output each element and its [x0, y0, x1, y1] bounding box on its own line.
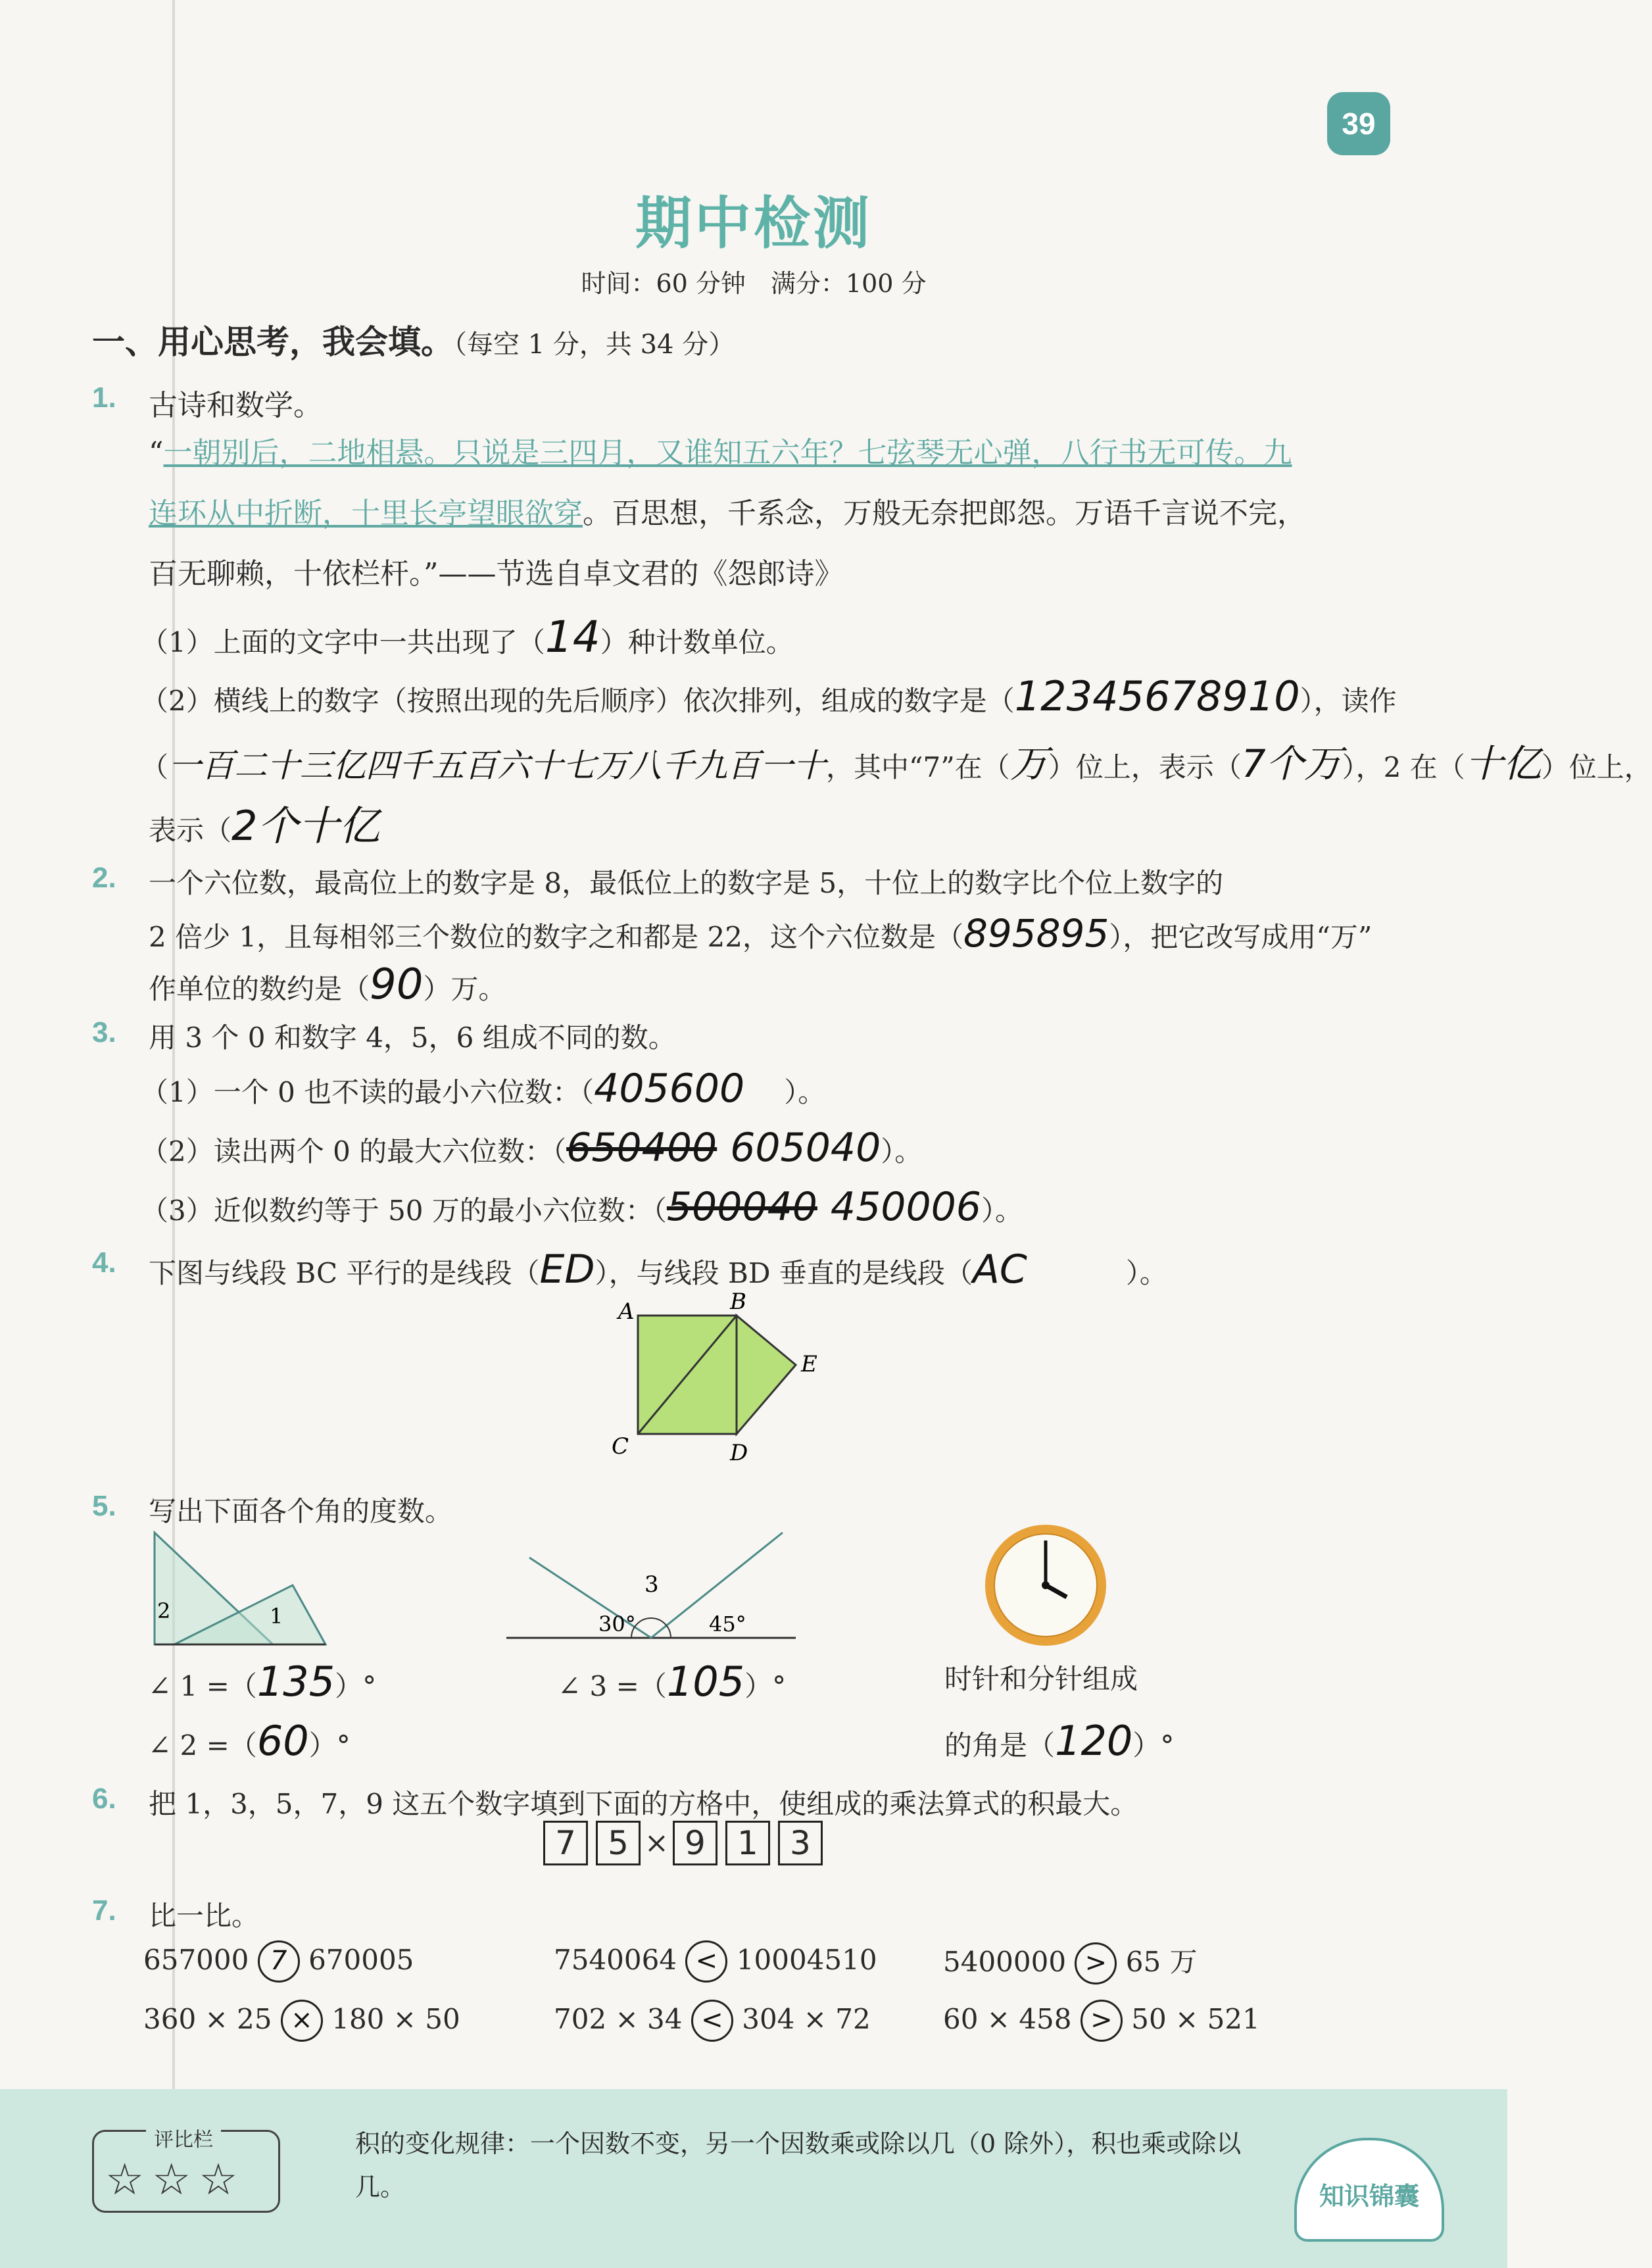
q6-times: × — [644, 1826, 669, 1860]
q1-poem-line2 — [149, 489, 1306, 531]
q5-angle1 — [148, 1658, 376, 1706]
q6-box-left-2: 5 — [596, 1821, 641, 1865]
knowledge-tip-badge: 知识锦囊 — [1294, 2138, 1444, 2242]
q7-right: 670005 — [308, 1944, 414, 1976]
q6-box-left-1: 7 — [543, 1821, 588, 1865]
q4-label-e: E — [801, 1351, 817, 1377]
q4-answer1: ED — [539, 1246, 595, 1293]
q5-clock-answer: 120 — [1055, 1717, 1133, 1765]
exam-subtitle: 时间：60 分钟 满分：100 分 — [581, 269, 927, 298]
q1-part2-line1 — [141, 672, 1397, 720]
q1-poem-line1 — [149, 429, 1292, 471]
q2-line2-b: ），把它改写成用“万” — [1109, 921, 1373, 953]
angle-label-1: 1 — [270, 1604, 283, 1629]
q7-right: 304 × 72 — [742, 2003, 871, 2035]
q1-part1 — [141, 612, 794, 662]
page-title: 期中检测 — [635, 191, 872, 257]
q3-p2: （2）读出两个 0 的最大六位数：（ — [141, 1135, 567, 1168]
q4-label-c: C — [612, 1433, 629, 1460]
q1-p2-answer-mean2: 2个十亿 — [231, 802, 380, 850]
q1-poem-rest-b: 。百思想，千系念，万般无奈把郎怨。万语千言说不完， — [583, 497, 1306, 530]
q7-left: 702 × 34 — [554, 2003, 683, 2035]
q6-boxes — [539, 1821, 827, 1865]
q5-a2-a: ∠ 2 =（ — [148, 1729, 257, 1762]
q2-number: 2. — [92, 862, 116, 894]
clock-icon — [980, 1519, 1111, 1651]
q6-box-right-2: 1 — [725, 1821, 770, 1865]
q2-line3-a: 作单位的数约是（ — [149, 973, 370, 1005]
q3-p1: （1）一个 0 也不读的最小六位数：（ — [141, 1076, 595, 1108]
rating-stars-icon[interactable]: ☆☆☆ — [105, 2154, 246, 2205]
q1-p2-answer-read: 一百二十三亿四千五百六十七万八千九百一十 — [168, 747, 827, 785]
q4-triangle — [737, 1316, 796, 1434]
q5-number: 5. — [92, 1490, 116, 1522]
q1-poem-underlined-b: 连环从中折断，十里长亭望眼欲穿 — [149, 497, 583, 530]
q1-p2-c: ，其中“7”在（ — [826, 751, 1010, 783]
q3-part1 — [141, 1066, 825, 1112]
q7-sign: > — [1081, 2000, 1123, 2042]
q7-sign: × — [281, 2000, 323, 2042]
q7-item-r2c3 — [943, 2000, 1260, 2042]
q7-title: 比一比。 — [149, 1900, 260, 1932]
q1-p2-answer-mean: 7个万 — [1241, 741, 1342, 786]
q7-item-r2c2 — [554, 2000, 871, 2042]
q2-line2 — [149, 911, 1372, 956]
q1-p2-g: 表示（ — [149, 814, 232, 847]
q5-clock-text1: 时针和分针组成 — [944, 1663, 1138, 1695]
q1-quote-open: “ — [149, 436, 164, 470]
q2-line2-a: 2 倍少 1，且每相邻三个数位的数字之和都是 22，这个六位数是（ — [149, 921, 963, 953]
q3-p3-end: ）。 — [981, 1195, 1023, 1227]
angle-label-2: 2 — [157, 1598, 171, 1623]
q7-left: 360 × 25 — [143, 2003, 272, 2035]
q2-line3 — [149, 960, 506, 1009]
q1-p2-f: ）位上， — [1541, 751, 1652, 783]
q1-p2-a: （2）横线上的数字（按照出现的先后顺序）依次排列，组成的数字是（ — [141, 685, 1015, 717]
q7-right: 10004510 — [736, 1944, 877, 1976]
q4-label-b: B — [730, 1289, 746, 1315]
q1-part2-line3 — [149, 793, 379, 852]
q1-part2-line2: （一百二十三亿四千五百六十七万八千九百一十，其中“7”在（万）位上，表示（7个万），2 在（十亿）位上， — [141, 741, 1652, 786]
q7-left: 7540064 — [554, 1944, 677, 1976]
q3-p1-end: ）。 — [784, 1076, 826, 1108]
q1-p2-d: ）位上，表示（ — [1048, 751, 1242, 783]
q3-title: 用 3 个 0 和数字 4，5，6 组成不同的数。 — [149, 1022, 676, 1054]
section-heading — [92, 316, 735, 363]
clock-center — [1042, 1581, 1050, 1589]
q3-p2-answer: 605040 — [730, 1125, 881, 1171]
q6-text: 把 1，3，5，7，9 这五个数字填到下面的方格中，使组成的乘法算式的积最大。 — [149, 1788, 1138, 1820]
q7-left: 60 × 458 — [943, 2003, 1072, 2035]
q7-item-r1c2 — [554, 1940, 877, 1983]
q2-answer2: 90 — [370, 960, 424, 1009]
q7-right: 180 × 50 — [331, 2003, 460, 2035]
q1-poem-underlined-a: 一朝别后，二地相悬。只说是三四月，又谁知五六年？七弦琴无心弹，八行书无可传。九 — [163, 436, 1292, 470]
q1-p1-b: ）种计数单位。 — [600, 626, 794, 658]
q1-p2-e: ），2 在（ — [1342, 751, 1465, 783]
q3-p1-answer: 405600 — [594, 1066, 745, 1112]
q1-p1-a: （1）上面的文字中一共出现了（ — [141, 626, 545, 658]
q2-line3-b: ）万。 — [423, 973, 506, 1005]
q4-answer2: AC — [972, 1246, 1027, 1293]
q5-title: 写出下面各个角的度数。 — [149, 1495, 453, 1527]
q7-right: 65 万 — [1125, 1946, 1198, 1978]
q7-sign: 7 — [258, 1940, 300, 1983]
q7-item-r2c1 — [143, 2000, 460, 2042]
q4-text-b: ），与线段 BD 垂直的是线段（ — [595, 1257, 973, 1289]
tip-text: 积的变化规律：一个因数不变，另一个因数乘或除以几（0 除外），积也乘或除以几。 — [355, 2129, 1242, 2202]
q5-a2-b: ）° — [308, 1729, 351, 1762]
q7-item-r1c1 — [143, 1940, 414, 1983]
q4-number: 4. — [92, 1246, 116, 1279]
q4-text — [149, 1246, 1167, 1293]
q3-number: 3. — [92, 1016, 116, 1048]
q4-label-d: D — [730, 1440, 748, 1466]
q5-clock-text2 — [944, 1717, 1174, 1765]
q1-p2-answer-place: 万 — [1009, 741, 1048, 786]
q5-a3-b: ）° — [744, 1670, 787, 1702]
section-heading-text: 一、用心思考，我会填。 — [92, 323, 454, 361]
q5-a1-answer: 135 — [256, 1658, 335, 1706]
q2-line1: 一个六位数，最高位上的数字是 8，最低位上的数字是 5，十位上的数字比个位上数字的 — [149, 867, 1224, 899]
q1-title: 古诗和数学。 — [149, 389, 322, 422]
q1-p2-b: ），读作 — [1300, 685, 1397, 717]
q5-a1-a: ∠ 1 =（ — [148, 1670, 257, 1702]
q4-label-a: A — [618, 1298, 635, 1325]
angle-label-30: 30° — [598, 1612, 636, 1637]
q3-p2-end: ）。 — [881, 1135, 923, 1168]
angle-label-45: 45° — [709, 1612, 746, 1637]
q4-figure — [592, 1289, 842, 1473]
q7-sign: < — [685, 1940, 727, 1983]
q7-sign: < — [691, 2000, 733, 2042]
q1-poem-line3: 百无聊赖，十依栏杆。”——节选自卓文君的《怨郎诗》 — [149, 557, 844, 591]
q6-box-right-1: 9 — [673, 1821, 717, 1865]
q7-sign: > — [1075, 1942, 1117, 1985]
q2-answer1: 895895 — [963, 911, 1109, 956]
q3-part3 — [141, 1184, 1023, 1230]
q6-number: 6. — [92, 1783, 116, 1815]
angle-label-3: 3 — [644, 1571, 659, 1598]
q5-a1-b: ）° — [335, 1670, 377, 1702]
q7-number: 7. — [92, 1894, 116, 1927]
q3-p3-answer-crossed: 500040 — [666, 1184, 817, 1230]
q1-p2-answer-number: 12345678910 — [1014, 672, 1300, 720]
q5-angle2 — [148, 1717, 351, 1765]
q1-number: 1. — [92, 382, 116, 414]
q6-box-right-3: 3 — [778, 1821, 823, 1865]
q5-set-squares — [148, 1526, 345, 1658]
q5-clock-text2-b: ）° — [1132, 1729, 1175, 1762]
q4-text-c: ）。 — [1125, 1257, 1167, 1289]
q3-p3: （3）近似数约等于 50 万的最小六位数：（ — [141, 1195, 667, 1227]
q4-text-a: 下图与线段 BC 平行的是线段（ — [149, 1257, 540, 1289]
q7-item-r1c3 — [943, 1940, 1198, 1985]
q5-a3-answer: 105 — [666, 1658, 745, 1706]
q3-p3-answer: 450006 — [830, 1184, 981, 1230]
q5-a3-a: ∠ 3 =（ — [558, 1670, 667, 1702]
page-number: 39 — [1327, 92, 1390, 155]
q1-p1-answer: 14 — [545, 612, 600, 662]
q7-left: 657000 — [143, 1944, 249, 1976]
q7-left: 5400000 — [943, 1946, 1067, 1978]
q1-p2-answer-place2: 十亿 — [1465, 741, 1542, 786]
section-note: （每空 1 分，共 34 分） — [454, 330, 735, 360]
q3-part2 — [141, 1125, 922, 1171]
q5-a2-answer: 60 — [256, 1717, 309, 1765]
q5-clock-text2-a: 的角是（ — [944, 1729, 1056, 1762]
q7-right: 50 × 521 — [1131, 2003, 1260, 2035]
rating-label: 评比栏 — [146, 2123, 221, 2152]
q3-p2-answer-crossed: 650400 — [566, 1125, 717, 1171]
q5-angle-diagram — [500, 1526, 802, 1658]
q5-angle3 — [558, 1658, 786, 1706]
